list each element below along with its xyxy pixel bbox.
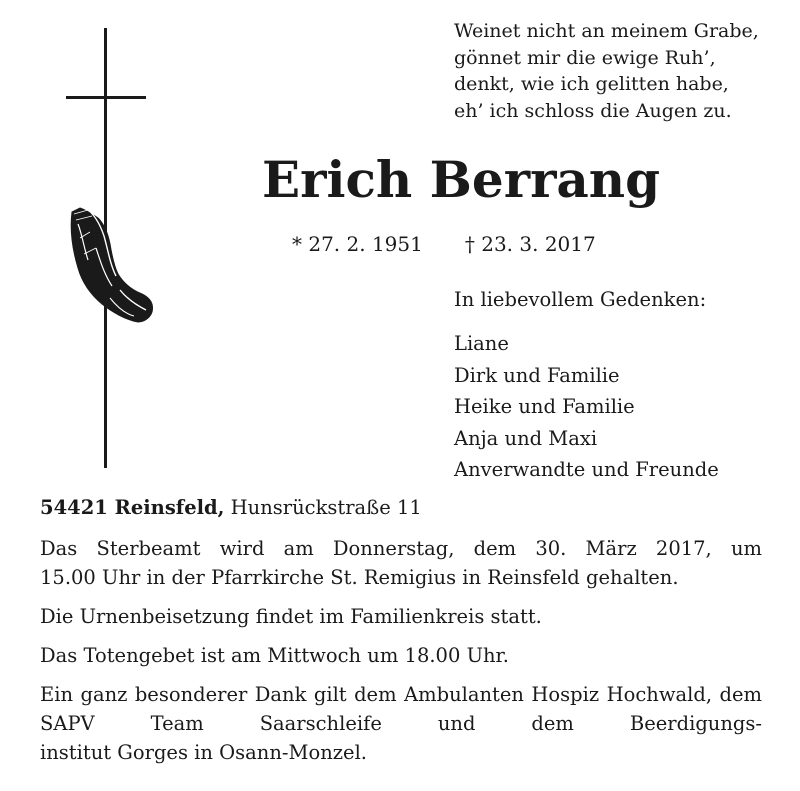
life-dates [292, 230, 596, 258]
prayer-note: Das Totengebet ist am Mittwoch um 18.00 Uhr. [40, 644, 509, 667]
thanks-note [40, 680, 762, 767]
poem-line: eh’ ich schloss die Augen zu. [454, 99, 732, 122]
poem-line: denkt, wie ich gelitten habe, [454, 73, 729, 95]
memory-heading: In liebevollem Gedenken: [454, 288, 707, 311]
mourner: Anja und Maxi [454, 426, 598, 450]
cross-with-praying-hands-icon [60, 28, 160, 470]
requiem-line: Das Sterbeamt wird am Donnerstag, dem 30. März 2017, um [40, 537, 762, 560]
praying-hands-icon [71, 208, 152, 322]
address-street: Hunsrückstraße 11 [230, 496, 422, 519]
address-city: 54421 Reinsfeld, [40, 496, 225, 519]
mourner: Dirk und Familie [454, 363, 620, 387]
notes [40, 534, 762, 777]
thanks-line: Ein ganz besonderer Dank gilt dem Ambulanten Hospiz [40, 683, 600, 706]
requiem-line: 15.00 Uhr in der Pfarrkirche St. Remigius in Reinsfeld gehalten. [40, 566, 679, 589]
poem-line: Weinet nicht an meinem Grabe, [454, 20, 759, 42]
deceased-name: Erich Berrang [262, 150, 661, 209]
requiem-note [40, 534, 762, 592]
death-date: † 23. 3. 2017 [464, 232, 596, 256]
urn-note: Die Urnenbeisetzung findet im Familienkreis statt. [40, 605, 542, 628]
mourner: Liane [454, 332, 509, 355]
thanks-line: Hochwald, dem SAPV Team Saarschleife und dem Beerdigungs- [40, 683, 762, 735]
mourner: Anverwandte und Freunde [454, 458, 719, 481]
address [40, 494, 422, 522]
mourner: Heike und Familie [454, 395, 635, 418]
poem [454, 18, 784, 124]
birth-date: * 27. 2. 1951 [292, 232, 423, 256]
thanks-line: institut Gorges in Osann-Monzel. [40, 741, 368, 764]
mourners-list [454, 328, 719, 486]
poem-line: gönnet mir die ewige Ruh’, [454, 46, 716, 69]
